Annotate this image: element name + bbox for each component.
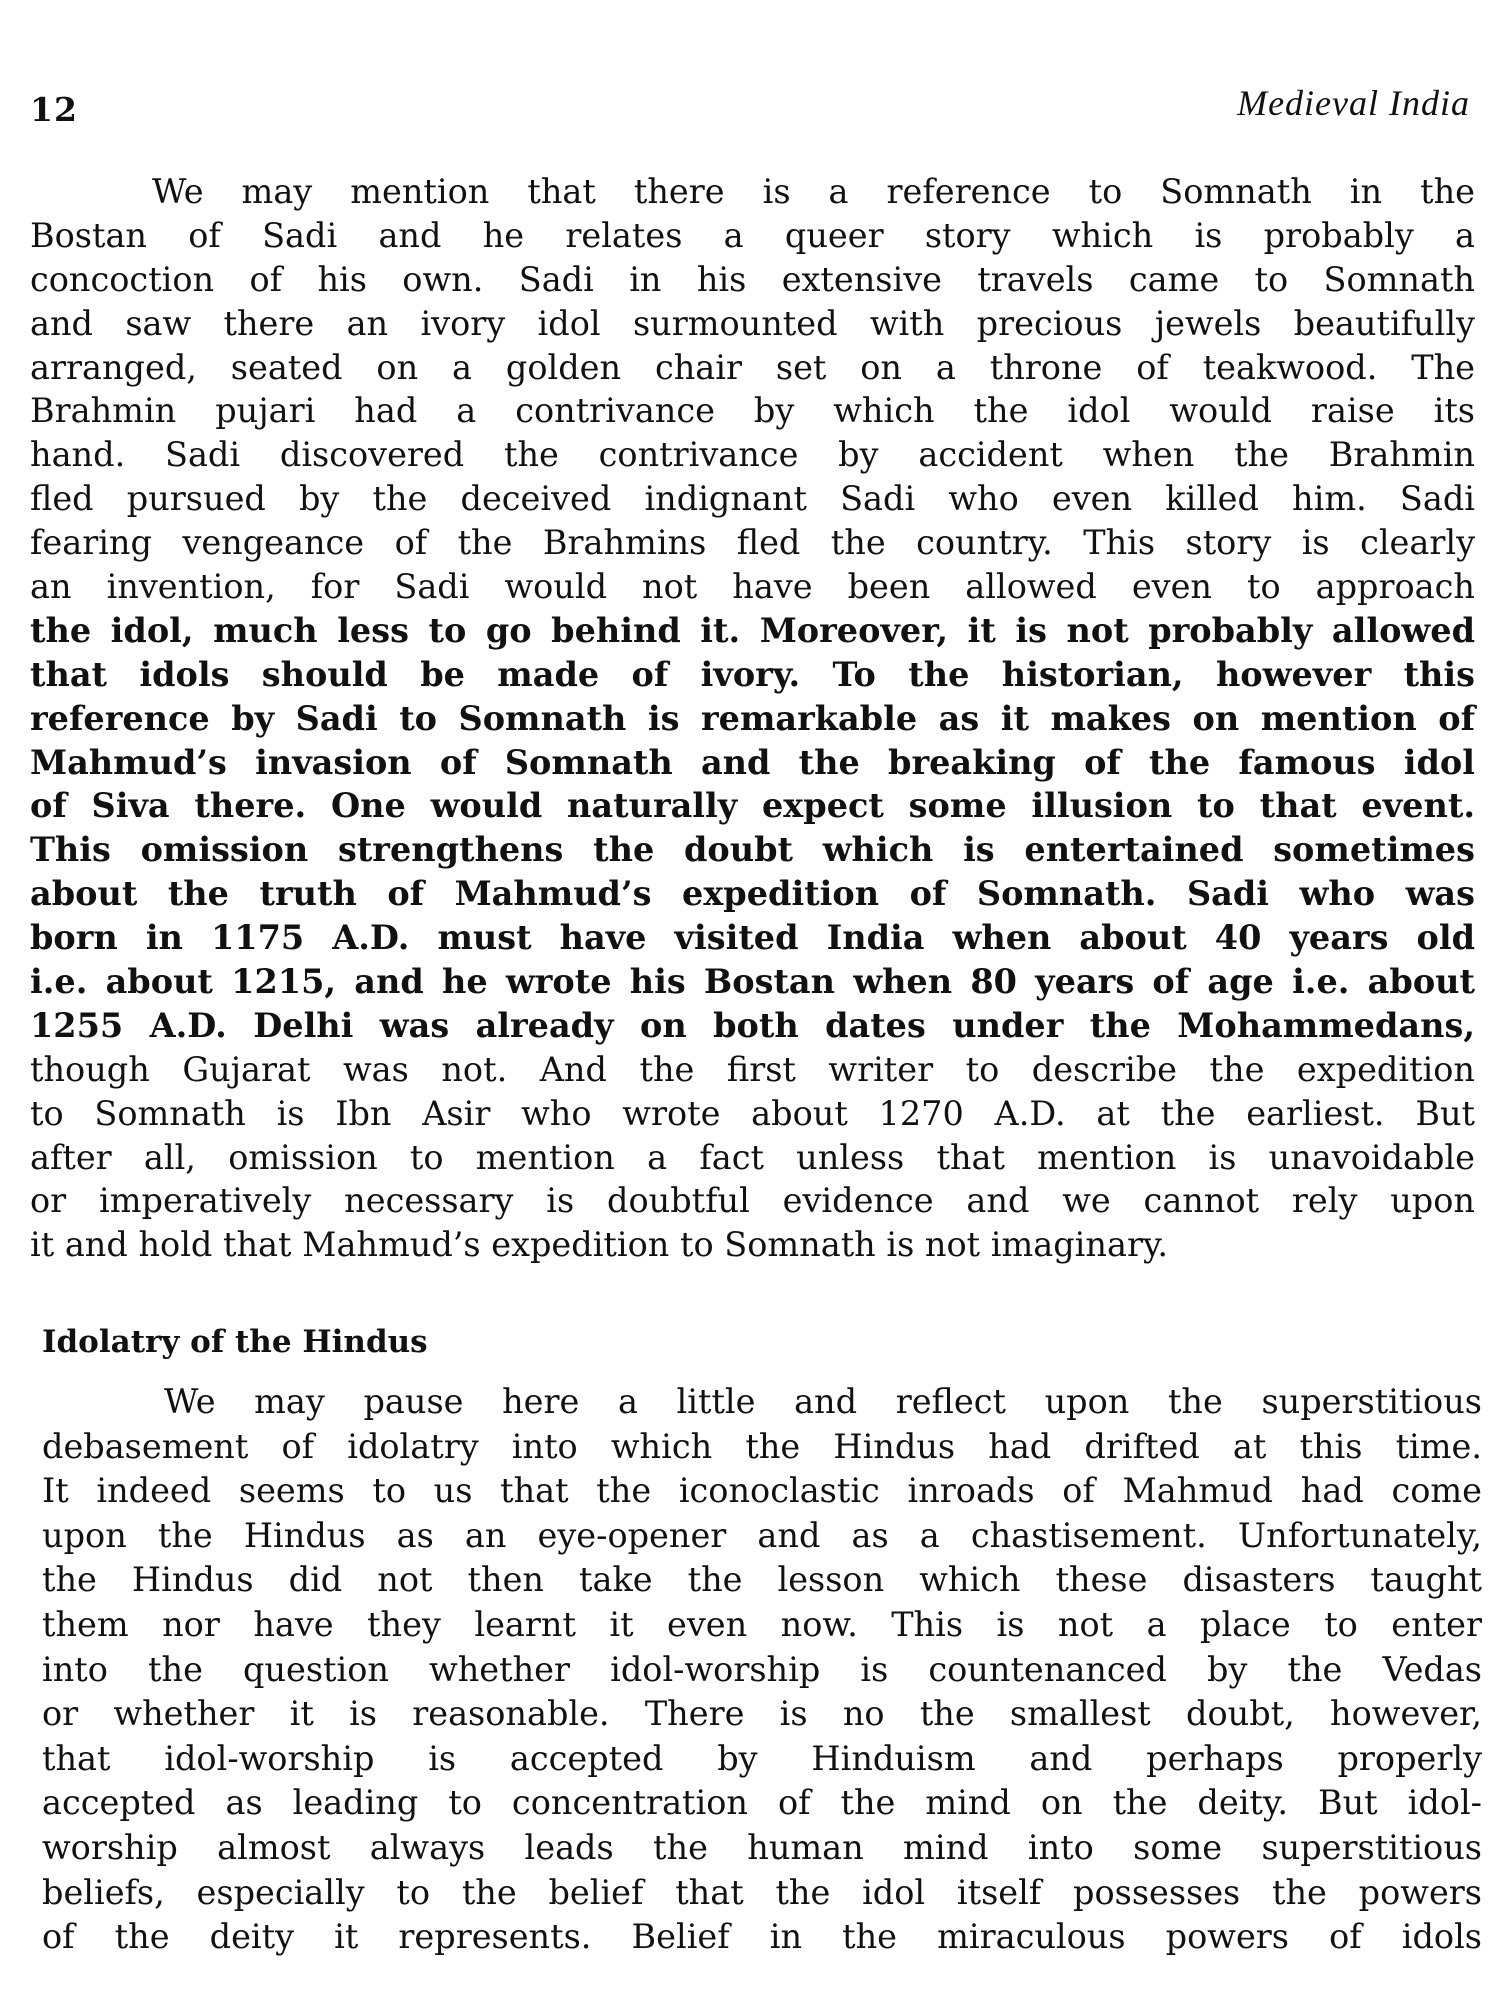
text-line: Bostan of Sadi and he relates a queer story which is probably a [30, 215, 1475, 255]
section-heading: Idolatry of the Hindus [42, 1324, 428, 1360]
text-line: hand. Sadi discovered the contrivance by accident when the Brahmin [30, 435, 1475, 475]
text-line: upon the Hindus as an eye-opener and as a chastisement. Unfortunately, [42, 1515, 1482, 1555]
text-line: We may pause here a little and reflect upon the superstitious [164, 1382, 1482, 1421]
text-line: Brahmin pujari had a contrivance by which the idol would raise its [30, 391, 1475, 431]
running-header [30, 78, 1470, 138]
text-line: the Hindus did not then take the lesson which these disasters taught [42, 1560, 1482, 1600]
text-line: or imperatively necessary is doubtful evidence and we cannot rely upon [30, 1181, 1475, 1221]
text-line: debasement of idolatry into which the Hindus had drifted at this time. [42, 1426, 1482, 1466]
text-line: beliefs, especially to the belief that the idol itself possesses the powers [42, 1872, 1482, 1912]
text-line: fled pursued by the deceived indignant Sadi who even killed him. Sadi [30, 479, 1475, 519]
text-line: the idol, much less to go behind it. Moreover, it is not probably allowed [30, 610, 1475, 650]
text-line: that idol-worship is accepted by Hinduism and perhaps properly [42, 1738, 1482, 1778]
text-line: that idols should be made of ivory. To the historian, however this [30, 654, 1475, 694]
text-line: 1255 A.D. Delhi was already on both dates under the Mohammedans, [30, 1005, 1475, 1045]
text-line: accepted as leading to concentration of the mind on the deity. But idol- [42, 1783, 1482, 1823]
page-number: 12 [30, 90, 78, 129]
text-line: about the truth of Mahmud’s expedition of Somnath. Sadi who was [30, 874, 1475, 914]
text-line: fearing vengeance of the Brahmins fled the country. This story is clearly [30, 523, 1475, 563]
running-title: Medieval India [1237, 83, 1470, 123]
text-line: after all, omission to mention a fact unless that mention is unavoidable [30, 1137, 1475, 1177]
text-line: arranged, seated on a golden chair set on a throne of teakwood. The [30, 347, 1475, 387]
text-line: it and hold that Mahmud’s expedition to Somnath is not imaginary. [30, 1225, 1169, 1265]
text-line: of the deity it represents. Belief in the miraculous powers of idols [42, 1917, 1482, 1957]
text-line: i.e. about 1215, and he wrote his Bostan when 80 years of age i.e. about [30, 962, 1475, 1002]
text-line: and saw there an ivory idol surmounted with precious jewels beautifully [30, 303, 1475, 343]
text-line: born in 1175 A.D. must have visited India when about 40 years old [30, 918, 1475, 958]
text-line: to Somnath is Ibn Asir who wrote about 1270 A.D. at the earliest. But [30, 1093, 1475, 1133]
text-line: into the question whether idol-worship is countenanced by the Vedas [42, 1649, 1482, 1689]
text-line: Mahmud’s invasion of Somnath and the breaking of the famous idol [30, 742, 1475, 782]
text-line: reference by Sadi to Somnath is remarkable as it makes on mention of [30, 698, 1475, 738]
text-line: This omission strengthens the doubt which is entertained sometimes [30, 830, 1475, 870]
text-line: of Siva there. One would naturally expect some illusion to that event. [30, 786, 1475, 826]
text-line: worship almost always leads the human mind into some superstitious [42, 1827, 1482, 1867]
text-line: concoction of his own. Sadi in his extensive travels came to Somnath [30, 259, 1475, 299]
paragraph-idolatry [42, 1380, 1482, 1960]
text-line: It indeed seems to us that the iconoclastic inroads of Mahmud had come [42, 1471, 1482, 1511]
text-line: an invention, for Sadi would not have been allowed even to approach [30, 567, 1475, 607]
text-line: though Gujarat was not. And the first writer to describe the expedition [30, 1049, 1475, 1089]
text-line: We may mention that there is a reference to Somnath in the [152, 172, 1475, 211]
text-line: or whether it is reasonable. There is no the smallest doubt, however, [42, 1694, 1482, 1734]
paragraph-somnath-sadi [30, 170, 1475, 1267]
text-line: them nor have they learnt it even now. This is not a place to enter [42, 1604, 1482, 1644]
